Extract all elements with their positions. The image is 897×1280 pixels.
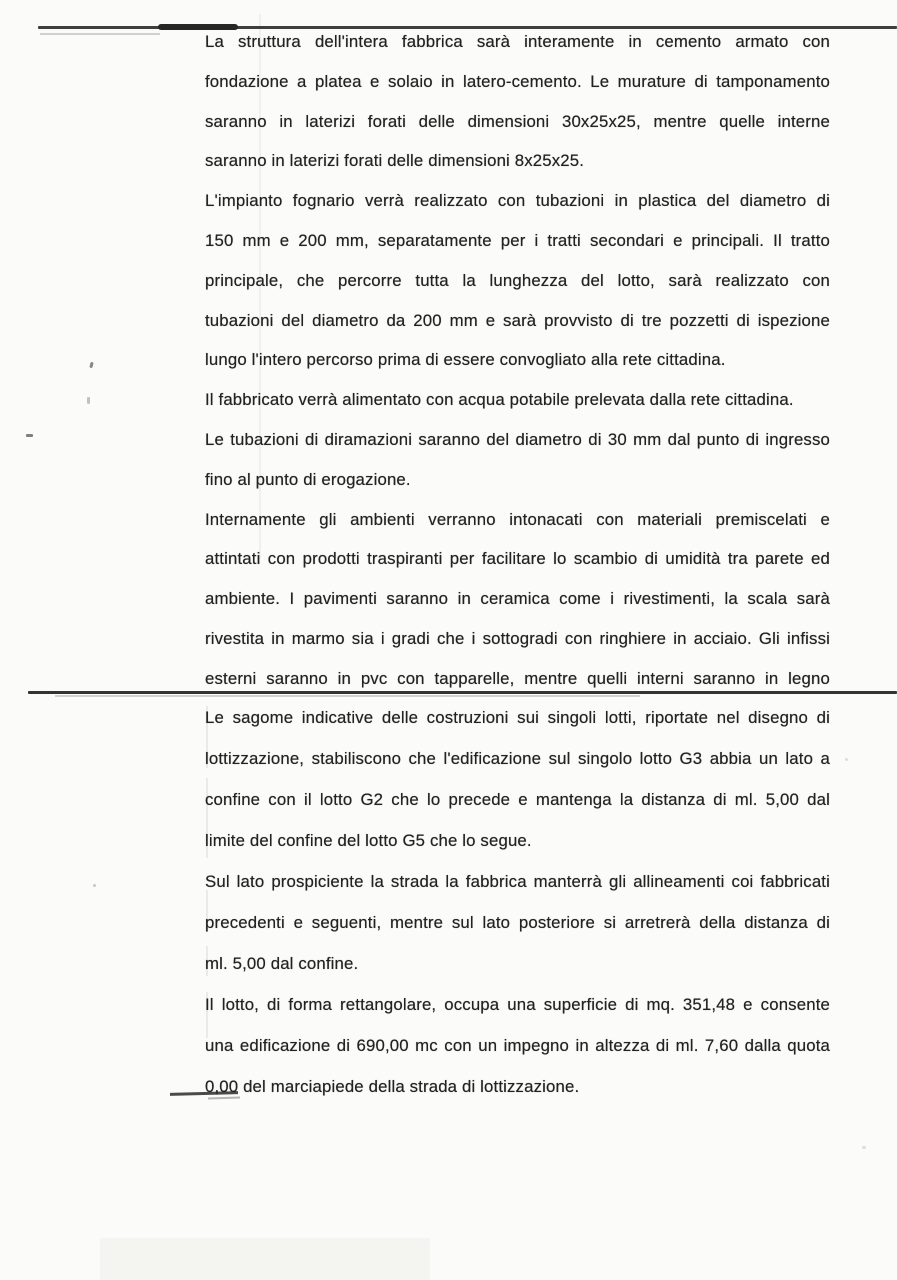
scan-speck <box>845 758 848 761</box>
upper-text-block <box>205 22 830 699</box>
document-line: ambiente. I pavimenti saranno in ceramica come i rivestimenti, la scala sarà <box>205 589 830 609</box>
document-line: precedenti e seguenti, mentre sul lato posteriore si arretrerà della distanza di <box>205 913 830 932</box>
scan-speck <box>89 362 93 369</box>
document-line: saranno in laterizi forati delle dimensioni 30x25x25, mentre quelle interne <box>205 111 830 131</box>
document-line: Il fabbricato verrà alimentato con acqua potabile prelevata dalla rete cittadina. <box>205 390 794 410</box>
scan-speck <box>93 884 96 887</box>
document-line: limite del confine del lotto G5 che lo segue. <box>205 831 532 850</box>
scan-shadow-band <box>100 1238 430 1280</box>
document-line: tubazioni del diametro da 200 mm e sarà provvisto di tre pozzetti di ispezione <box>205 310 830 330</box>
document-line: Il lotto, di forma rettangolare, occupa una superficie di mq. 351,48 e consente <box>205 995 830 1014</box>
document-line: 150 mm e 200 mm, separatamente per i tratti secondari e principali. Il tratto <box>205 230 830 250</box>
document-line: Le tubazioni di diramazioni saranno del diametro di 30 mm dal punto di ingresso <box>205 429 830 449</box>
document-line: fino al punto di erogazione. <box>205 469 411 489</box>
lower-text-block <box>205 697 830 1107</box>
top-rule-echo <box>40 33 160 35</box>
document-line: confine con il lotto G2 che lo precede e mantenga la distanza di ml. 5,00 dal <box>205 790 830 809</box>
scan-speck <box>26 434 33 437</box>
document-line: esterni saranno in pvc con tapparelle, mentre quelli interni saranno in legno <box>205 668 830 688</box>
document-line: ml. 5,00 dal confine. <box>205 954 359 973</box>
document-line: rivestita in marmo sia i gradi che i sottogradi con ringhiere in acciaio. Gli infissi <box>205 628 830 648</box>
document-line: lottizzazione, stabiliscono che l'edificazione sul singolo lotto G3 abbia un lato a <box>205 749 830 768</box>
document-line: Sul lato prospiciente la strada la fabbrica manterrà gli allineamenti coi fabbricati <box>205 872 830 891</box>
document-line: fondazione a platea e solaio in latero-cemento. Le murature di tamponamento <box>205 71 830 91</box>
scan-speck <box>862 1146 866 1149</box>
scan-speck <box>87 397 90 404</box>
document-line: Le sagome indicative delle costruzioni sui singoli lotti, riportate nel disegno di <box>205 708 830 727</box>
document-line: attintati con prodotti traspiranti per facilitare lo scambio di umidità tra parete ed <box>205 549 830 569</box>
document-line: una edificazione di 690,00 mc con un impegno in altezza di ml. 7,60 dalla quota <box>205 1036 830 1055</box>
document-line: La struttura dell'intera fabbrica sarà interamente in cemento armato con <box>205 32 830 51</box>
document-line: 0,00 del marciapiede della strada di lottizzazione. <box>205 1077 580 1096</box>
document-line: L'impianto fognario verrà realizzato con tubazioni in plastica del diametro di <box>205 191 830 211</box>
document-line: saranno in laterizi forati delle dimensioni 8x25x25. <box>205 151 585 171</box>
document-line: principale, che percorre tutta la lunghezza del lotto, sarà realizzato con <box>205 270 830 290</box>
document-line: Internamente gli ambienti verranno intonacati con materiali premiscelati e <box>205 509 830 529</box>
document-line: lungo l'intero percorso prima di essere convogliato alla rete cittadina. <box>205 350 726 370</box>
